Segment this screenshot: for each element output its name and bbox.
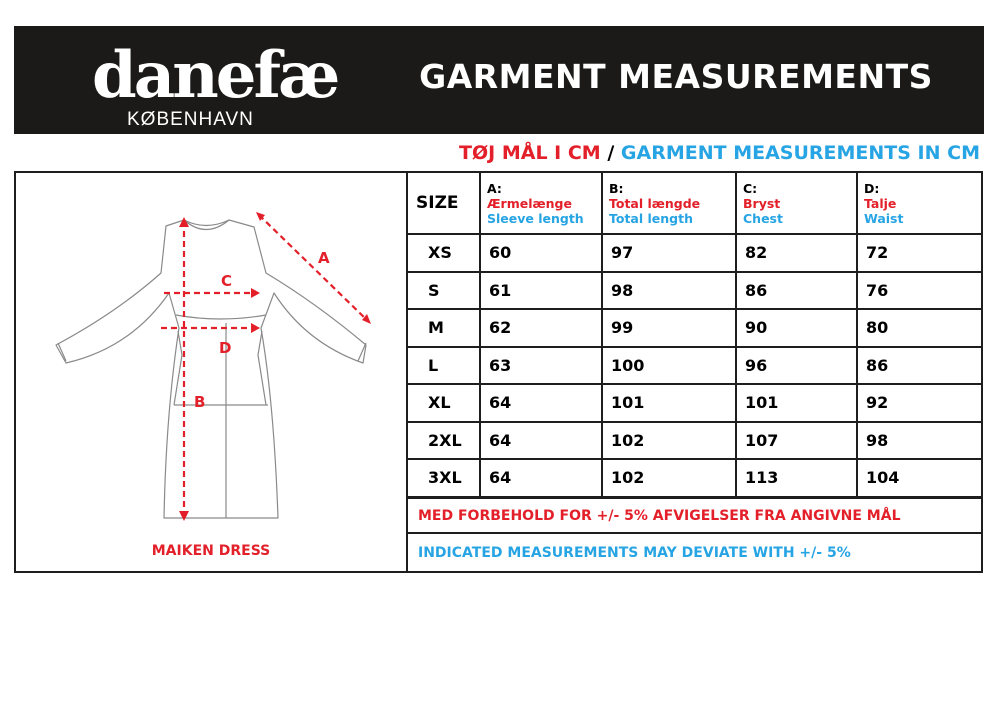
subtitle-separator: / bbox=[607, 142, 615, 164]
column-header-d bbox=[857, 173, 982, 234]
column-letter: B: bbox=[609, 180, 624, 196]
subtitle-english: GARMENT MEASUREMENTS IN CM bbox=[620, 142, 980, 164]
waist-cell: 76 bbox=[857, 272, 982, 310]
chest-cell: 96 bbox=[736, 347, 857, 385]
column-header-a bbox=[480, 173, 602, 234]
chest-cell: 101 bbox=[736, 384, 857, 422]
size-cell: S bbox=[408, 272, 480, 310]
waist-cell: 98 bbox=[857, 422, 982, 460]
sleeve-arrow bbox=[259, 215, 368, 321]
brand-logo: danefæ bbox=[92, 38, 338, 113]
marker-d: D bbox=[219, 339, 232, 357]
size-cell: M bbox=[408, 309, 480, 347]
sleeve-cell: 63 bbox=[480, 347, 602, 385]
size-header: SIZE bbox=[408, 173, 480, 234]
size-cell: 2XL bbox=[408, 422, 480, 460]
column-letter: D: bbox=[864, 180, 880, 196]
chest-cell: 90 bbox=[736, 309, 857, 347]
column-english: Chest bbox=[743, 210, 783, 226]
measurement-table bbox=[408, 173, 982, 498]
sleeve-arrow-head-top bbox=[256, 212, 265, 221]
column-english: Waist bbox=[864, 210, 904, 226]
waist-cell: 72 bbox=[857, 234, 982, 272]
chest-cell: 82 bbox=[736, 234, 857, 272]
column-danish: Talje bbox=[864, 195, 897, 211]
chest-cell: 86 bbox=[736, 272, 857, 310]
disclaimer-danish: MED FORBEHOLD FOR +/- 5% AFVIGELSER FRA ANGIVNE MÅL bbox=[408, 497, 983, 532]
size-cell: XL bbox=[408, 384, 480, 422]
sleeve-cell: 64 bbox=[480, 459, 602, 497]
dress-pocket-left bbox=[174, 331, 182, 405]
length-cell: 99 bbox=[602, 309, 736, 347]
size-cell: 3XL bbox=[408, 459, 480, 497]
length-cell: 100 bbox=[602, 347, 736, 385]
column-letter: A: bbox=[487, 180, 502, 196]
column-danish: Ærmelænge bbox=[487, 195, 572, 211]
waist-cell: 104 bbox=[857, 459, 982, 497]
table-row bbox=[408, 347, 982, 385]
dress-left-cuff bbox=[58, 343, 66, 361]
column-english: Total length bbox=[609, 210, 693, 226]
column-danish: Total længde bbox=[609, 195, 701, 211]
sleeve-cell: 60 bbox=[480, 234, 602, 272]
length-arrow-head-bottom bbox=[179, 511, 189, 521]
size-cell: L bbox=[408, 347, 480, 385]
column-letter: C: bbox=[743, 180, 758, 196]
table-row bbox=[408, 234, 982, 272]
marker-c: C bbox=[221, 272, 233, 290]
waist-cell: 92 bbox=[857, 384, 982, 422]
table-row bbox=[408, 459, 982, 497]
chest-cell: 113 bbox=[736, 459, 857, 497]
length-cell: 102 bbox=[602, 459, 736, 497]
waist-cell: 86 bbox=[857, 347, 982, 385]
marker-a: A bbox=[318, 249, 330, 267]
length-cell: 98 bbox=[602, 272, 736, 310]
marker-b: B bbox=[194, 393, 206, 411]
page-title: GARMENT MEASUREMENTS bbox=[419, 57, 933, 96]
brand-location: KØBENHAVN bbox=[127, 109, 254, 130]
dress-waist-seam bbox=[176, 315, 266, 319]
chest-arrow-head-right bbox=[251, 288, 260, 298]
table-row bbox=[408, 272, 982, 310]
product-name: MAIKEN DRESS bbox=[151, 543, 271, 559]
dress-pocket-right bbox=[258, 331, 266, 405]
column-header-b bbox=[602, 173, 736, 234]
chest-cell: 107 bbox=[736, 422, 857, 460]
column-danish: Bryst bbox=[743, 195, 781, 211]
size-cell: XS bbox=[408, 234, 480, 272]
length-cell: 97 bbox=[602, 234, 736, 272]
sleeve-cell: 61 bbox=[480, 272, 602, 310]
column-header-c bbox=[736, 173, 857, 234]
length-cell: 101 bbox=[602, 384, 736, 422]
waist-cell: 80 bbox=[857, 309, 982, 347]
length-cell: 102 bbox=[602, 422, 736, 460]
subtitle-danish: TØJ MÅL I CM bbox=[459, 142, 601, 164]
subtitle bbox=[459, 142, 980, 164]
disclaimer-english: INDICATED MEASUREMENTS MAY DEVIATE WITH +/- 5% bbox=[408, 532, 983, 571]
table-row bbox=[408, 309, 982, 347]
dress-illustration bbox=[16, 173, 406, 571]
dress-neckline bbox=[184, 220, 229, 230]
table-row bbox=[408, 422, 982, 460]
sleeve-cell: 64 bbox=[480, 384, 602, 422]
waist-arrow-head-right bbox=[251, 323, 260, 333]
sleeve-cell: 62 bbox=[480, 309, 602, 347]
table-header-row bbox=[408, 173, 982, 234]
column-english: Sleeve length bbox=[487, 210, 584, 226]
sleeve-cell: 64 bbox=[480, 422, 602, 460]
table-row bbox=[408, 384, 982, 422]
